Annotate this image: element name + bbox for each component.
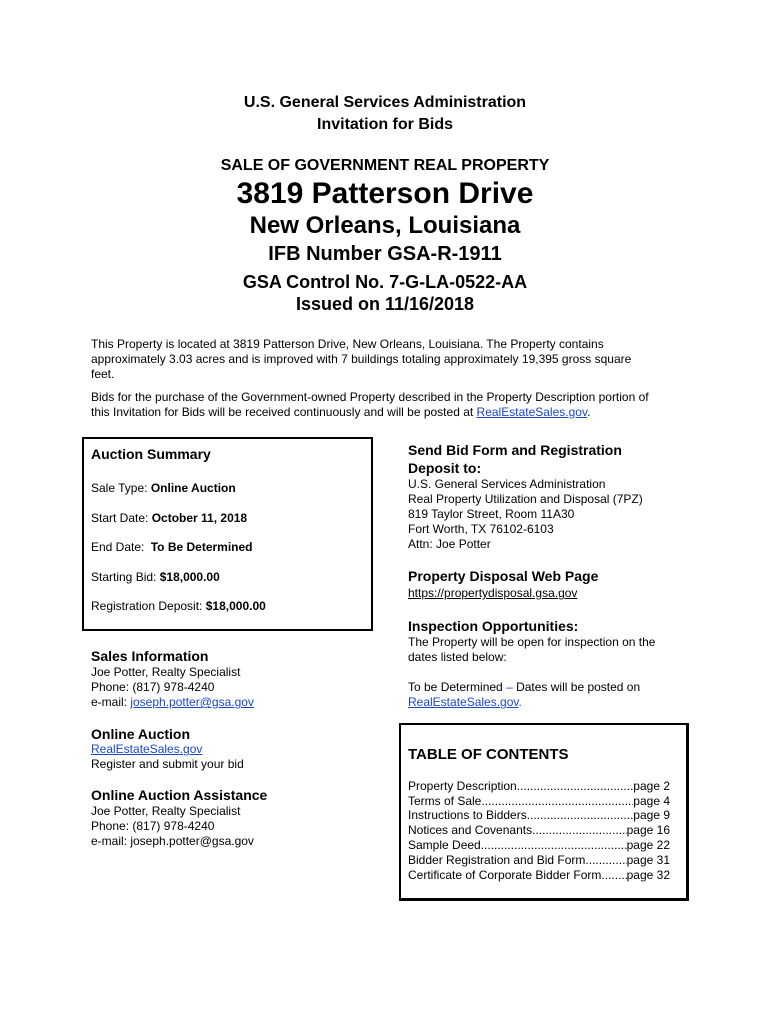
online-auction-heading: Online Auction xyxy=(91,726,191,742)
toc-item-leader xyxy=(601,868,626,883)
online-auction-line: Register and submit your bid xyxy=(91,757,244,771)
inspection-tbd: To be Determined xyxy=(408,680,507,694)
toc-item-page: page 31 xyxy=(626,853,670,867)
bids-line-2-suffix: . xyxy=(587,405,591,419)
start-date-value: October 11, 2018 xyxy=(151,511,248,525)
sales-info-email-row xyxy=(91,695,254,710)
end-date-value: To Be Determined xyxy=(150,540,253,554)
send-bid-line-5: Attn: Joe Potter xyxy=(408,537,491,551)
inspection-posted: Dates will be posted on xyxy=(512,680,641,694)
sales-info-email-link[interactable]: joseph.potter@gsa.gov xyxy=(130,695,254,709)
toc-item-leader xyxy=(527,808,634,823)
toc-item[interactable] xyxy=(408,808,670,823)
starting-bid-label: Starting Bid: xyxy=(91,570,157,584)
send-bid-line-4: Fort Worth, TX 76102-6103 xyxy=(408,522,554,536)
bids-line-2-text: this Invitation for Bids will be received continuously and will be posted at xyxy=(91,405,477,419)
bids-line-1: Bids for the purchase of the Government-owned Property described in the Property Description portion of xyxy=(91,390,649,404)
online-auction-link[interactable]: RealEstateSales.gov xyxy=(91,742,203,756)
toc-item-label: Notices and Covenants xyxy=(408,823,533,837)
toc-item-label: Property Description xyxy=(408,779,517,793)
control-number: GSA Control No. 7-G-LA-0522-AA xyxy=(242,272,528,292)
sale-type-label: Sale Type: xyxy=(91,481,148,495)
assistance-heading: Online Auction Assistance xyxy=(91,787,268,803)
sale-title: SALE OF GOVERNMENT REAL PROPERTY xyxy=(220,157,550,174)
send-bid-heading-1: Send Bid Form and Registration xyxy=(408,442,622,458)
inspection-heading: Inspection Opportunities: xyxy=(408,618,579,634)
agency-name: U.S. General Services Administration xyxy=(243,94,527,111)
toc-item[interactable] xyxy=(408,853,670,868)
registration-deposit-row xyxy=(91,599,266,614)
inspection-line-1: The Property will be open for inspection on the xyxy=(408,635,656,649)
inspection-line-2: dates listed below: xyxy=(408,650,507,664)
end-date-label: End Date: xyxy=(91,540,145,554)
inspection-line-4 xyxy=(408,695,522,710)
toc-item-page: page 2 xyxy=(633,779,670,793)
start-date-label: Start Date: xyxy=(91,511,149,525)
toc-item-label: Bidder Registration and Bid Form xyxy=(408,853,586,867)
send-bid-line-1: U.S. General Services Administration xyxy=(408,477,606,491)
toc-item-leader xyxy=(517,779,634,794)
start-date-row xyxy=(91,511,247,526)
intro-line-1: This Property is located at 3819 Patterson Drive, New Orleans, Louisiana. The Property contains xyxy=(91,337,604,351)
inspection-line-3 xyxy=(408,680,640,695)
bids-line-2 xyxy=(91,405,590,420)
inspection-dash: – xyxy=(506,680,513,694)
toc-item-leader xyxy=(481,794,633,809)
property-city: New Orleans, Louisiana xyxy=(249,212,521,239)
sales-info-heading: Sales Information xyxy=(91,648,209,664)
starting-bid-row xyxy=(91,570,220,585)
toc-item-page: page 22 xyxy=(626,838,670,852)
intro-line-3: feet. xyxy=(91,367,115,381)
toc-item-page: page 16 xyxy=(626,823,670,837)
document-type: Invitation for Bids xyxy=(317,116,453,133)
sales-info-email-label: e-mail: xyxy=(91,695,131,709)
toc-heading: TABLE OF CONTENTS xyxy=(408,746,569,763)
toc-item[interactable] xyxy=(408,779,670,794)
send-bid-heading-2: Deposit to: xyxy=(408,460,482,476)
toc-item-leader xyxy=(585,853,626,868)
property-address: 3819 Patterson Drive xyxy=(236,177,534,210)
toc-item[interactable] xyxy=(408,794,670,809)
toc-item-page: page 4 xyxy=(633,794,670,808)
realestatesales-link[interactable]: RealEstateSales.gov xyxy=(476,405,588,419)
toc-item-label: Certificate of Corporate Bidder Form xyxy=(408,868,602,882)
sale-type-value: Online Auction xyxy=(150,481,236,495)
toc-item[interactable] xyxy=(408,823,670,838)
end-date-row xyxy=(91,540,253,555)
send-bid-line-2: Real Property Utilization and Disposal (7PZ) xyxy=(408,492,643,506)
registration-deposit-value: $18,000.00 xyxy=(205,599,266,613)
disposal-page-heading: Property Disposal Web Page xyxy=(408,568,599,584)
toc-item-label: Instructions to Bidders xyxy=(408,808,527,822)
toc-item[interactable] xyxy=(408,838,670,853)
inspection-link-suffix: . xyxy=(518,695,522,709)
inspection-realestatesales-link[interactable]: RealEstateSales.gov xyxy=(408,695,519,709)
toc-item-page: page 32 xyxy=(626,868,670,882)
assistance-phone: Phone: (817) 978-4240 xyxy=(91,819,215,833)
intro-line-2: approximately 3.03 acres and is improved with 7 buildings totaling approximately 19,395 gross square xyxy=(91,352,632,366)
toc-item[interactable] xyxy=(408,868,670,883)
auction-summary-heading: Auction Summary xyxy=(91,446,211,462)
toc-item-page: page 9 xyxy=(633,808,670,822)
sales-info-phone: Phone: (817) 978-4240 xyxy=(91,680,215,694)
toc-item-label: Terms of Sale xyxy=(408,794,482,808)
assistance-email: e-mail: joseph.potter@gsa.gov xyxy=(91,834,254,848)
sale-type-row xyxy=(91,481,236,496)
starting-bid-value: $18,000.00 xyxy=(159,570,220,584)
send-bid-line-3: 819 Taylor Street, Room 11A30 xyxy=(408,507,575,521)
issued-date: Issued on 11/16/2018 xyxy=(295,294,475,314)
disposal-page-link[interactable]: https://propertydisposal.gsa.gov xyxy=(408,586,578,600)
toc-item-label: Sample Deed xyxy=(408,838,481,852)
toc-item-leader xyxy=(481,838,627,853)
ifb-number: IFB Number GSA-R-1911 xyxy=(268,243,502,265)
toc-item-leader xyxy=(532,823,627,838)
assistance-name: Joe Potter, Realty Specialist xyxy=(91,804,241,818)
sales-info-name: Joe Potter, Realty Specialist xyxy=(91,665,241,679)
registration-deposit-label: Registration Deposit: xyxy=(91,599,203,613)
